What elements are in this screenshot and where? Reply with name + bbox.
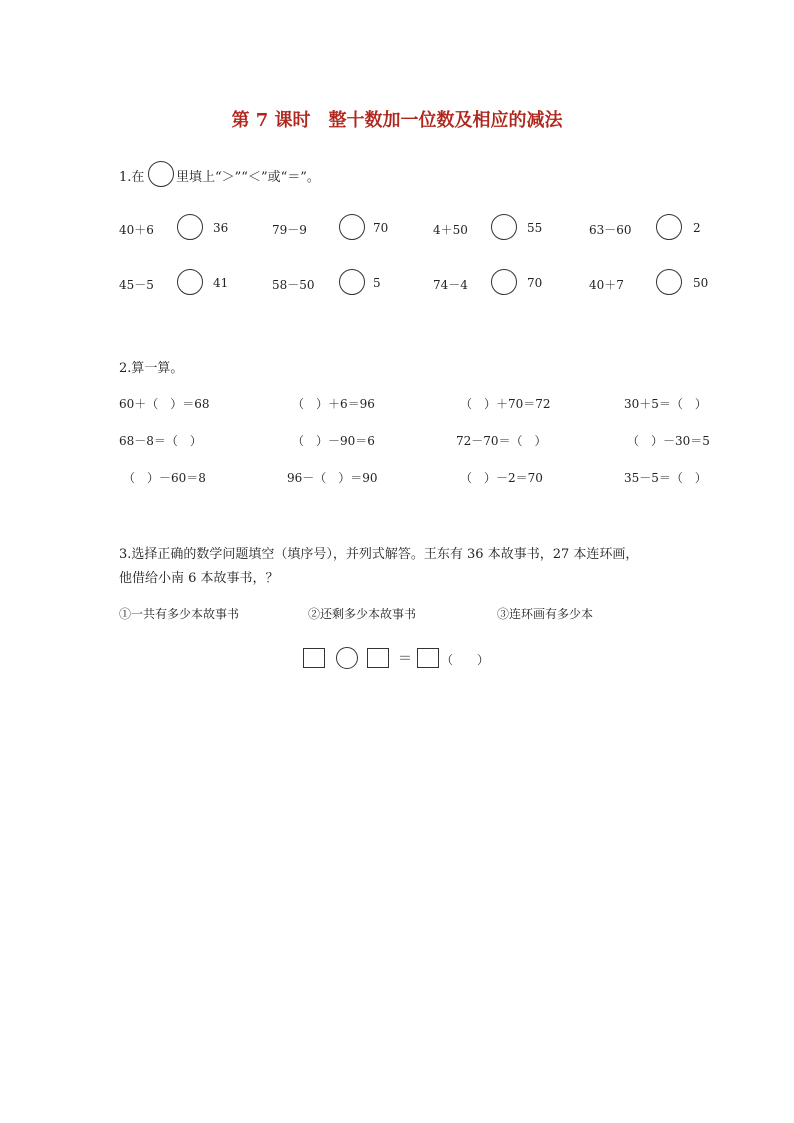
question-3-line-1: 3.选择正确的数学问题填空（填序号），并列式解答。王东有 36 本故事书，27 本连环画，	[119, 547, 639, 562]
compare-circle-input[interactable]	[177, 269, 203, 295]
page-title: 第 7 课时 整十数加一位数及相应的减法	[231, 110, 563, 131]
option-1[interactable]: ①一共有多少本故事书	[119, 607, 240, 621]
question-1-prefix: 1.在	[119, 170, 145, 185]
calc-item[interactable]: 30＋5＝（ ）	[624, 397, 707, 411]
calc-item[interactable]: （ ）＋6＝96	[292, 397, 375, 411]
calc-item[interactable]: （ ）－60＝8	[123, 471, 206, 485]
compare-left: 40＋7	[589, 278, 624, 292]
compare-left: 40＋6	[119, 223, 154, 237]
compare-left: 4＋50	[433, 223, 468, 237]
calc-item[interactable]: （ ）－30＝5	[627, 434, 710, 448]
calc-item[interactable]: （ ）＋70＝72	[460, 397, 551, 411]
calc-item[interactable]: 72－70＝（ ）	[456, 434, 547, 448]
compare-circle-input[interactable]	[177, 214, 203, 240]
option-3[interactable]: ③连环画有多少本	[497, 607, 594, 621]
calc-item[interactable]: 96－（ ）＝90	[287, 471, 378, 485]
calc-item[interactable]: （ ）－2＝70	[460, 471, 543, 485]
equation-box-2[interactable]	[367, 648, 389, 668]
compare-right: 41	[213, 276, 229, 290]
calc-item[interactable]: 60＋（ ）＝68	[119, 397, 210, 411]
compare-circle-input[interactable]	[339, 269, 365, 295]
compare-left: 58－50	[272, 278, 315, 292]
compare-circle-input[interactable]	[491, 214, 517, 240]
compare-left: 74－4	[433, 278, 468, 292]
answer-circle-example	[148, 161, 174, 187]
compare-circle-input[interactable]	[656, 214, 682, 240]
equals-sign: ＝	[398, 651, 412, 667]
compare-right: 36	[213, 221, 229, 235]
option-2[interactable]: ②还剩多少本故事书	[308, 607, 417, 621]
compare-right: 5	[373, 276, 381, 290]
calc-item[interactable]: 35－5＝（ ）	[624, 471, 707, 485]
compare-left: 45－5	[119, 278, 154, 292]
compare-right: 55	[527, 221, 543, 235]
compare-right: 50	[693, 276, 709, 290]
equation-box-1[interactable]	[303, 648, 325, 668]
compare-right: 2	[693, 221, 701, 235]
compare-left: 79－9	[272, 223, 307, 237]
calc-item[interactable]: （ ）－90＝6	[292, 434, 375, 448]
equation-box-result[interactable]	[417, 648, 439, 668]
calc-item[interactable]: 68－8＝（ ）	[119, 434, 202, 448]
question-3-line-2: 他借给小南 6 本故事书，？	[119, 571, 279, 586]
question-1-instruction: 里填上“＞”“＜”或“＝”。	[176, 170, 320, 185]
compare-left: 63－60	[589, 223, 632, 237]
compare-right: 70	[527, 276, 543, 290]
compare-right: 70	[373, 221, 389, 235]
compare-circle-input[interactable]	[339, 214, 365, 240]
compare-circle-input[interactable]	[491, 269, 517, 295]
compare-circle-input[interactable]	[656, 269, 682, 295]
operator-circle[interactable]	[336, 647, 358, 669]
question-2-heading: 2.算一算。	[119, 361, 184, 376]
unit-paren[interactable]: （ ）	[441, 653, 490, 667]
